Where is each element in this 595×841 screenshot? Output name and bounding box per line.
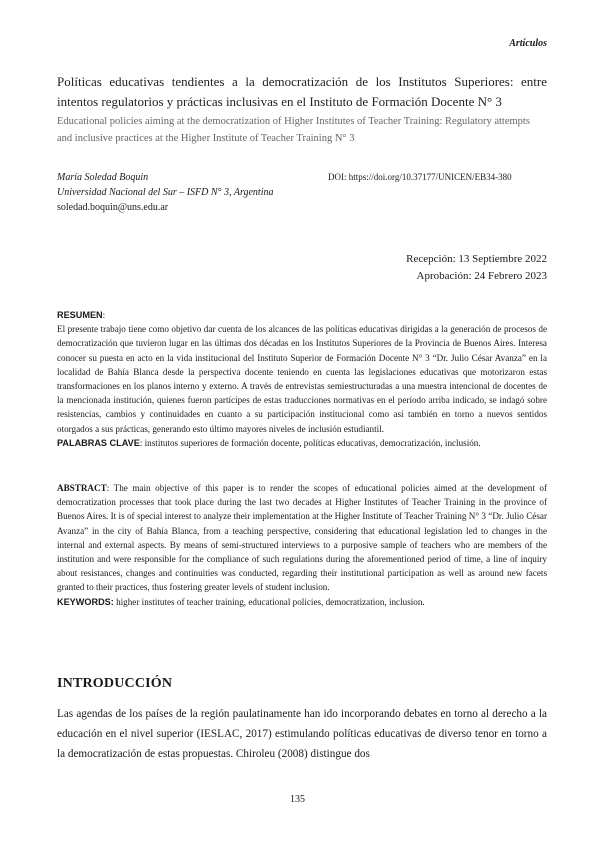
article-title-english: Educational policies aiming at the democratization of Higher Institutes of Teacher Training: Regulatory attempts and inclusive practices at the Higher Institute of Teacher Training N° 3 (57, 116, 530, 144)
introduction-paragraph: Las agendas de los países de la región paulatinamente han ido incorporando debates en torno al derecho a la educación en el nivel superior (IESLAC, 2017) estimulando políticas educativas de diverso tenor en torno a la democratización de estas propuestas. Chiroleu (2008) distingue dos (57, 708, 547, 760)
author-block (57, 170, 317, 215)
palabras-clave-label: PALABRAS CLAVE (57, 437, 140, 448)
keywords-text: higher institutes of teacher training, educational policies, democratization, inclusion. (116, 596, 425, 607)
section-label: Artículos (509, 38, 547, 49)
submission-dates (406, 251, 547, 285)
resumen-label: RESUMEN (57, 310, 103, 320)
author-name: María Soledad Boquin (57, 172, 149, 183)
abstract-text: The main objective of this paper is to render the scopes of educational policies aimed at the development of democratization processes that took place during the last two decades at Higher Institutes of Teacher Training in the province of Buenos Aires. It is of special interest to analyze their implementation at the Higher Institute of Teacher Training N° 3 “Dr. Julio César Avanza” in the city of Bahía Blanca, from a teaching perspective, considering that educational legislation led to changes in the internal and external aspects. By means of semi-structured interviews to a purposive sample of teachers who are members of the institution and were responsible for the compliance of such regulations during the aforementioned period of time, a line of inquiry about resistances, changes and continuities was conducted, regarding their institutional participation as well as around new facets granted to their practices, thus fostering greater levels of student inclusion. (57, 483, 548, 593)
keywords-label: KEYWORDS: (57, 596, 114, 607)
resumen-text: El presente trabajo tiene como objetivo dar cuenta de los alcances de las políticas educativas dirigidas a la generación de procesos de democratización que tuvieron lugar en las últimas dos décadas en los Institutos Superiores de la Provincia de Buenos Aires. Interesa conocer su puesta en acto en la vida institucional del Instituto Superior de Formación Docente N° 3 “Dr. Julio César Avanza” en la localidad de Bahía Blanca desde la perspectiva docente teniendo en cuenta las legislaciones educativas que motorizaron estas transformaciones en los planos interno y externo. A través de entrevistas semiestructuradas a una muestra intencional de docentes de la mencionada institución, quienes fueron partícipes de estas traducciones normativas en el período arriba indicado, se indagó sobre resistencias, cambios y continuidades en cuanto a su participación institucional como así también en torno a nuevos sentidos otorgados a sus prácticas, generando esto último mayores niveles de inclusión estudiantil. (57, 324, 547, 434)
approved-date: Aprobación: 24 Febrero 2023 (416, 270, 547, 282)
resumen-keywords: PALABRAS CLAVE: institutos superiores de formación docente, políticas educativas, democratización, inclusión. (57, 437, 481, 448)
article-title-spanish: Políticas educativas tendientes a la democratización de los Institutos Superiores: entre intentos regulatorios y prácticas inclusivas en el Instituto de Formación Docente N° 3 (57, 74, 547, 109)
author-affiliation: Universidad Nacional del Sur – ISFD N° 3, Argentina (57, 187, 274, 198)
abstract-paragraph: ABSTRACT: The main objective of this paper is to render the scopes of educational policies aimed at the development of democratization processes that took place during the last two decades at Higher Institutes of Teacher Training in the province of Buenos Aires. It is of special interest to analyze their implementation at the Higher Institute of Teacher Training N° 3 “Dr. Julio César Avanza” in the city of Bahía Blanca, from a teaching perspective, considering that educational legislation led to changes in the internal and external aspects. By means of semi-structured interviews to a purposive sample of teachers who are members of the institution and were responsible for the compliance of such regulations during the aforementioned period of time, a line of inquiry about resistances, changes and continuities was conducted, regarding their institutional participation as well as around new facets granted to their practices, thus fostering greater levels of student inclusion. (57, 483, 548, 593)
page-number: 135 (290, 794, 305, 805)
doi-link[interactable]: DOI: https://doi.org/10.37177/UNICEN/EB34-380 (328, 172, 512, 182)
abstract-label: ABSTRACT (57, 483, 107, 493)
received-date: Recepción: 13 Septiembre 2022 (406, 253, 547, 265)
introduction-heading: INTRODUCCIÓN (57, 676, 173, 691)
resumen-paragraph: RESUMEN: El presente trabajo tiene como objetivo dar cuenta de los alcances de las políticas educativas dirigidas a la generación de procesos de democratización que tuvieron lugar en las últimas dos décadas en los Institutos Superiores de la Provincia de Buenos Aires. Interesa conocer su puesta en acto en la vida institucional del Instituto Superior de Formación Docente N° 3 “Dr. Julio César Avanza” en la localidad de Bahía Blanca desde la perspectiva docente teniendo en cuenta las legislaciones educativas que motorizaron estas transformaciones en los planos interno y externo. A través de entrevistas semiestructuradas a una muestra intencional de docentes de la mencionada institución, quienes fueron partícipes de estas traducciones normativas en el período arriba indicado, se indagó sobre resistencias, cambios y continuidades en cuanto a su participación institucional como así también en torno a nuevos sentidos otorgados a sus prácticas, generando esto último mayores niveles de inclusión estudiantil. (57, 310, 547, 434)
author-email[interactable]: soledad.boquin@uns.edu.ar (57, 202, 169, 213)
palabras-clave-text: institutos superiores de formación docente, políticas educativas, democratización, inclusión. (144, 437, 481, 448)
abstract-block (57, 481, 547, 609)
resumen-block (57, 308, 547, 450)
abstract-keywords (57, 595, 547, 609)
